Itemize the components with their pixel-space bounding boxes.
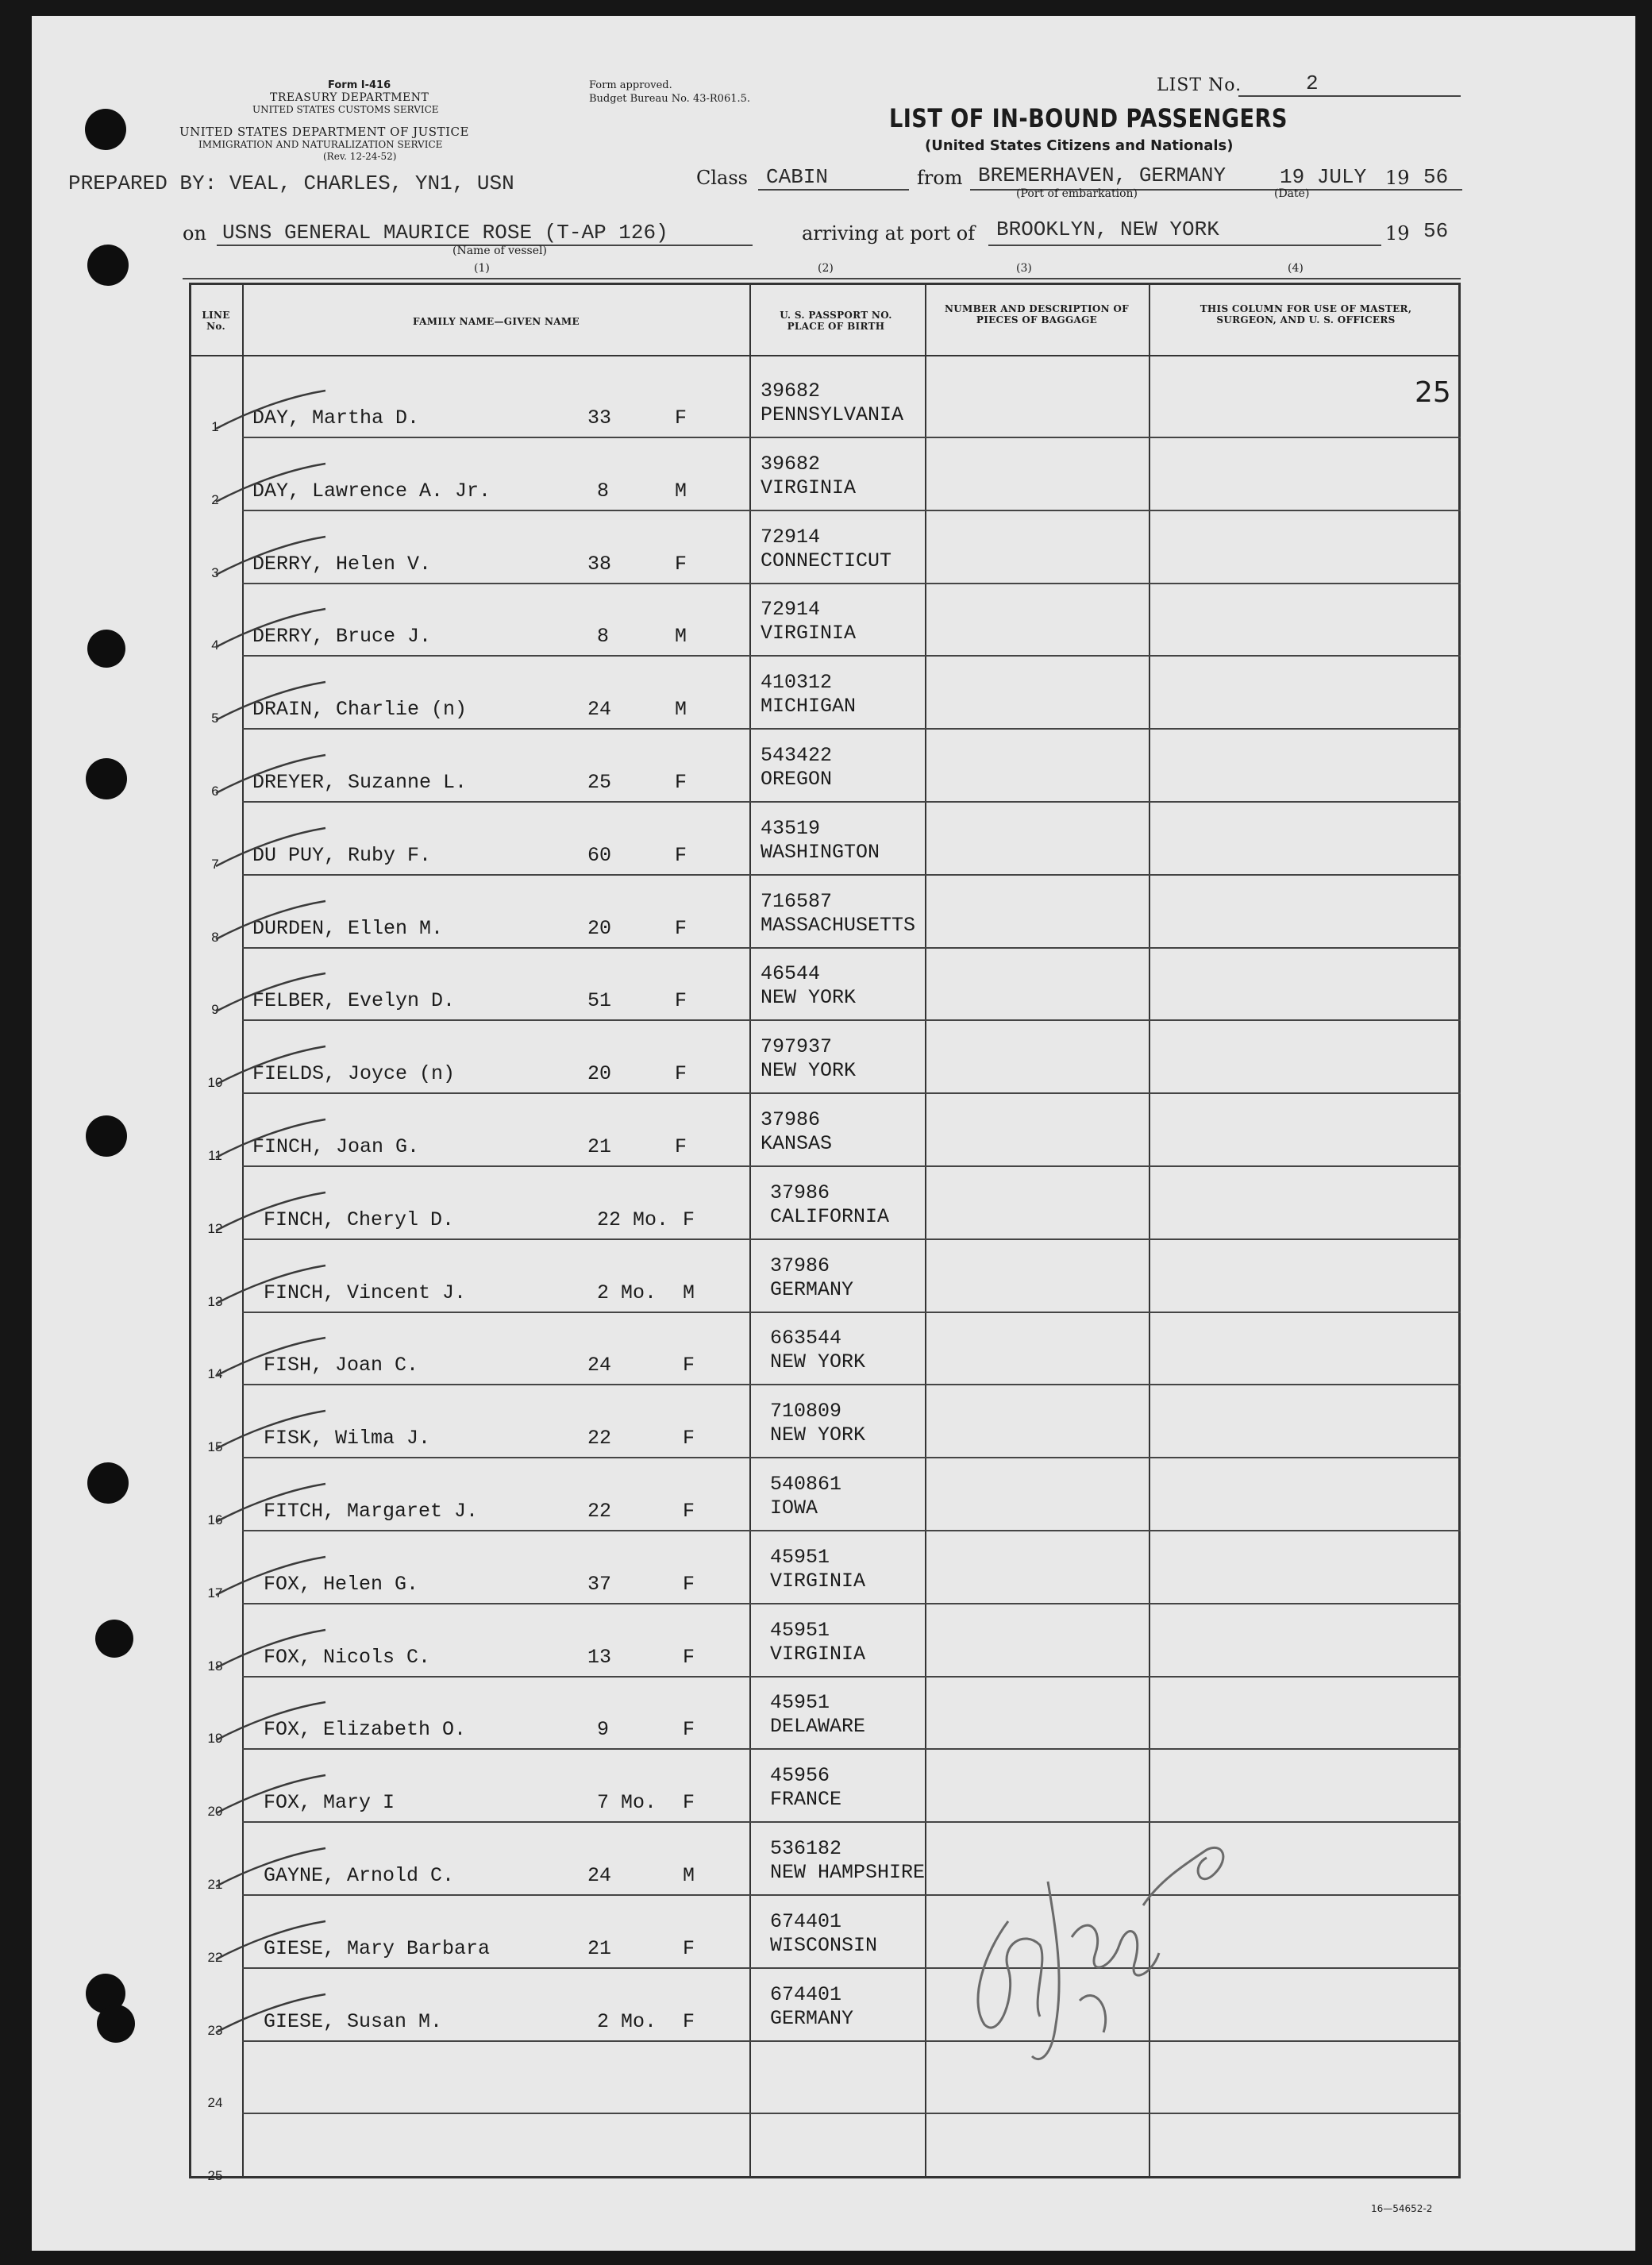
line-number: 4 <box>211 638 219 653</box>
passenger-name: FINCH, Vincent J. <box>264 1281 467 1304</box>
form-subtitle: (United States Citizens and Nationals) <box>925 137 1234 154</box>
place-of-birth: OREGON <box>761 768 833 791</box>
row-rule <box>242 1530 1461 1531</box>
line-number: 13 <box>207 1294 223 1309</box>
embarkation-caption: (Port of embarkation) <box>1016 187 1138 200</box>
passport-number: 37986 <box>770 1254 830 1277</box>
vessel-caption: (Name of vessel) <box>452 245 547 257</box>
place-of-birth: VIRGINIA <box>761 476 857 499</box>
passenger-sex: F <box>675 1062 687 1085</box>
passport-number: 543422 <box>761 744 833 767</box>
passenger-sex: M <box>683 1864 695 1887</box>
passport-number: 39682 <box>761 379 821 403</box>
arrival-year-prefix: 19 <box>1385 222 1410 245</box>
header-baggage: NUMBER AND DESCRIPTION OF PIECES OF BAGGAGE <box>944 303 1129 325</box>
row-rule <box>242 1748 1461 1750</box>
dept-immigration: IMMIGRATION AND NATURALIZATION SERVICE <box>198 139 443 150</box>
passenger-sex: F <box>683 1937 695 1960</box>
passenger-age: 7 Mo. <box>597 1791 657 1814</box>
place-of-birth: VIRGINIA <box>770 1570 866 1593</box>
line-number: 22 <box>207 1950 223 1965</box>
header-passport: U. S. PASSPORT NO. PLACE OF BIRTH <box>780 310 892 332</box>
place-of-birth: KANSAS <box>761 1132 833 1155</box>
class-line <box>758 189 909 191</box>
place-of-birth: FRANCE <box>770 1788 842 1811</box>
passenger-sex: F <box>683 1427 695 1450</box>
passenger-age: 8 <box>597 480 610 503</box>
handwritten-signature <box>953 1818 1254 2072</box>
row-rule <box>242 1457 1461 1458</box>
line-number: 15 <box>207 1439 223 1454</box>
arrival-port: BROOKLYN, NEW YORK <box>996 218 1219 241</box>
from-label: from <box>917 167 963 189</box>
line-number: 17 <box>207 1585 223 1601</box>
place-of-birth: CALIFORNIA <box>770 1205 890 1228</box>
passport-number: 663544 <box>770 1327 842 1350</box>
passenger-age: 9 <box>597 1718 610 1741</box>
passenger-name: DERRY, Bruce J. <box>252 625 432 648</box>
passport-number: 540861 <box>770 1473 842 1496</box>
punch-hole <box>97 2005 135 2043</box>
table-header-rule <box>189 355 1461 356</box>
row-rule <box>242 510 1461 511</box>
passenger-name: DAY, Lawrence A. Jr. <box>252 480 491 503</box>
passenger-age: 24 <box>587 1864 612 1887</box>
passenger-age: 20 <box>587 1062 612 1085</box>
check-mark <box>214 389 333 437</box>
place-of-birth: VIRGINIA <box>770 1643 866 1666</box>
passenger-age: 21 <box>587 1135 612 1158</box>
list-no-label: LIST No. <box>1157 75 1242 95</box>
form-approved: Form approved. <box>589 79 672 91</box>
place-of-birth: GERMANY <box>770 2007 854 2030</box>
line-number: 1 <box>211 419 219 434</box>
row-rule <box>242 1603 1461 1604</box>
passport-number: 716587 <box>761 890 833 913</box>
passenger-sex: F <box>675 844 687 867</box>
passenger-sex: F <box>683 1646 695 1669</box>
punch-hole <box>87 1462 129 1504</box>
passport-number: 710809 <box>770 1400 842 1423</box>
passenger-name: FOX, Helen G. <box>264 1573 419 1596</box>
place-of-birth: NEW YORK <box>761 986 857 1009</box>
col-number-1: (1) <box>474 262 490 275</box>
passenger-sex: F <box>683 1718 695 1741</box>
row-rule <box>242 1894 1461 1896</box>
passport-number: 410312 <box>761 671 833 694</box>
budget-bureau: Budget Bureau No. 43-R061.5. <box>589 93 751 105</box>
check-mark <box>214 1920 333 1967</box>
arrival-line <box>988 245 1381 246</box>
passenger-name: GIESE, Susan M. <box>264 2010 443 2033</box>
passport-number: 46544 <box>761 962 821 985</box>
list-no-line <box>1238 95 1461 97</box>
passenger-sex: F <box>683 1573 695 1596</box>
line-number: 6 <box>211 784 219 799</box>
row-rule <box>242 1092 1461 1094</box>
place-of-birth: IOWA <box>770 1497 818 1520</box>
passenger-age: 38 <box>587 553 612 576</box>
check-mark <box>214 680 333 728</box>
place-of-birth: PENNSYLVANIA <box>761 403 904 426</box>
header-family-name: FAMILY NAME—GIVEN NAME <box>413 316 580 327</box>
form-number: Form I-416 <box>328 79 391 91</box>
passenger-sex: F <box>675 917 687 940</box>
punch-hole <box>95 1620 133 1658</box>
header-line-no: LINE No. <box>202 310 230 332</box>
line-number: 11 <box>208 1148 222 1163</box>
passport-number: 45951 <box>770 1691 830 1714</box>
row-rule <box>242 1676 1461 1678</box>
place-of-birth: DELAWARE <box>770 1715 866 1738</box>
place-of-birth: WASHINGTON <box>761 841 880 864</box>
footer-code: 16—54652-2 <box>1371 2203 1433 2214</box>
passport-number: 72914 <box>761 598 821 621</box>
check-mark <box>214 899 333 947</box>
line-number: 23 <box>207 2023 223 2038</box>
check-mark <box>214 1118 333 1165</box>
passport-number: 43519 <box>761 817 821 840</box>
passenger-age: 20 <box>587 917 612 940</box>
line-number: 20 <box>207 1804 223 1819</box>
line-number: 16 <box>207 1512 223 1527</box>
col-number-4: (4) <box>1288 262 1304 275</box>
passenger-sex: F <box>683 1354 695 1377</box>
place-of-birth: MASSACHUSETTS <box>761 914 916 937</box>
check-mark <box>214 607 333 655</box>
dept-justice: UNITED STATES DEPARTMENT OF JUSTICE <box>179 125 469 139</box>
place-of-birth: NEW YORK <box>770 1423 866 1446</box>
place-of-birth: NEW HAMPSHIRE <box>770 1861 926 1884</box>
line-number: 14 <box>207 1366 223 1381</box>
check-mark <box>214 1774 333 1821</box>
punch-hole <box>86 758 127 799</box>
passenger-age: 24 <box>587 1354 612 1377</box>
passenger-age: 51 <box>587 989 612 1012</box>
arrival-year: 56 <box>1423 219 1449 243</box>
line-number: 8 <box>211 930 219 945</box>
passenger-name: FOX, Nicols C. <box>264 1646 431 1669</box>
passport-number: 674401 <box>770 1910 842 1933</box>
place-of-birth: CONNECTICUT <box>761 549 892 572</box>
passenger-sex: F <box>683 2010 695 2033</box>
punch-hole <box>87 245 129 286</box>
line-number: 3 <box>211 565 219 580</box>
dept-customs: UNITED STATES CUSTOMS SERVICE <box>252 104 439 115</box>
line-number: 9 <box>211 1002 219 1017</box>
check-mark <box>214 1045 333 1092</box>
passenger-sex: M <box>675 625 687 648</box>
passenger-name: DU PUY, Ruby F. <box>252 844 432 867</box>
passenger-name: FISH, Joan C. <box>264 1354 419 1377</box>
passport-number: 45956 <box>770 1764 830 1787</box>
passenger-name: FIELDS, Joyce (n) <box>252 1062 456 1085</box>
passport-number: 37986 <box>770 1181 830 1204</box>
place-of-birth: GERMANY <box>770 1278 854 1301</box>
passenger-name: FOX, Mary I <box>264 1791 395 1814</box>
passenger-age: 22 <box>587 1427 612 1450</box>
passport-number: 39682 <box>761 453 821 476</box>
passport-number: 797937 <box>761 1035 833 1058</box>
row-rule <box>242 1821 1461 1823</box>
header-rule <box>183 278 1461 279</box>
date-year-prefix: 19 <box>1385 167 1410 189</box>
place-of-birth: MICHIGAN <box>761 695 857 718</box>
date-caption: (Date) <box>1274 187 1310 200</box>
prepared-by: PREPARED BY: VEAL, CHARLES, YN1, USN <box>68 171 514 195</box>
header-officers: THIS COLUMN FOR USE OF MASTER, SURGEON, AND U. S. OFFICERS <box>1200 303 1412 325</box>
passenger-sex: F <box>683 1791 695 1814</box>
check-mark <box>214 1191 333 1238</box>
passenger-sex: F <box>683 1500 695 1523</box>
line-number: 12 <box>207 1221 223 1236</box>
check-mark <box>214 1628 333 1676</box>
passenger-age: 22 <box>587 1500 612 1523</box>
passenger-age: 24 <box>587 698 612 721</box>
line-number: 24 <box>207 2095 223 2110</box>
embarkation-date: 19 JULY <box>1280 165 1367 189</box>
embarkation-port: BREMERHAVEN, GERMANY <box>978 164 1226 187</box>
line-number: 25 <box>207 2168 223 2183</box>
line-number: 21 <box>207 1877 223 1892</box>
passenger-name: FISK, Wilma J. <box>264 1427 431 1450</box>
passenger-sex: F <box>675 553 687 576</box>
place-of-birth: WISCONSIN <box>770 1934 878 1957</box>
punch-hole <box>87 630 125 668</box>
passport-number: 674401 <box>770 1983 842 2006</box>
check-mark <box>214 1701 333 1748</box>
row-rule <box>242 874 1461 876</box>
passport-number: 72914 <box>761 526 821 549</box>
passenger-name: GAYNE, Arnold C. <box>264 1864 455 1887</box>
place-of-birth: NEW YORK <box>761 1059 857 1082</box>
line-number: 7 <box>211 857 219 872</box>
passenger-sex: F <box>683 1208 695 1231</box>
list-no-value: 2 <box>1306 71 1319 95</box>
passenger-age: 2 Mo. <box>597 1281 657 1304</box>
row-rule <box>242 1238 1461 1240</box>
check-mark <box>214 1847 333 1894</box>
check-mark <box>214 462 333 510</box>
punch-hole <box>86 1115 127 1157</box>
class-value: CABIN <box>766 165 829 189</box>
passenger-name: FINCH, Cheryl D. <box>264 1208 455 1231</box>
check-mark <box>214 1409 333 1457</box>
passenger-age: 37 <box>587 1573 612 1596</box>
check-mark <box>214 1264 333 1312</box>
class-label: Class <box>696 167 748 189</box>
passenger-sex: M <box>675 480 687 503</box>
row-rule <box>242 947 1461 949</box>
place-of-birth: VIRGINIA <box>761 622 857 645</box>
passenger-name: FITCH, Margaret J. <box>264 1500 479 1523</box>
officer-note: 25 <box>1415 376 1451 409</box>
passenger-sex: F <box>675 989 687 1012</box>
col-number-3: (3) <box>1016 262 1032 275</box>
row-rule <box>242 1384 1461 1385</box>
check-mark <box>214 1336 333 1384</box>
form-title: LIST OF IN-BOUND PASSENGERS <box>889 103 1288 133</box>
line-number: 19 <box>207 1731 223 1746</box>
passenger-sex: F <box>675 771 687 794</box>
row-rule <box>242 437 1461 438</box>
col-number-2: (2) <box>818 262 834 275</box>
row-rule <box>242 655 1461 657</box>
check-mark <box>214 826 333 874</box>
date-year: 56 <box>1423 165 1449 189</box>
vessel-name: USNS GENERAL MAURICE ROSE (T-AP 126) <box>222 221 668 245</box>
row-rule <box>242 2040 1461 2042</box>
passenger-name: FOX, Elizabeth O. <box>264 1718 467 1741</box>
passenger-sex: F <box>675 1135 687 1158</box>
row-rule <box>242 583 1461 584</box>
row-rule <box>242 728 1461 730</box>
passenger-name: FELBER, Evelyn D. <box>252 989 456 1012</box>
check-mark <box>214 1482 333 1530</box>
passenger-sex: M <box>683 1281 695 1304</box>
line-number: 5 <box>211 711 219 726</box>
form-revision: (Rev. 12-24-52) <box>323 151 397 162</box>
passenger-sex: M <box>675 698 687 721</box>
passenger-age: 13 <box>587 1646 612 1669</box>
passenger-age: 33 <box>587 406 612 430</box>
passenger-name: FINCH, Joan G. <box>252 1135 420 1158</box>
row-rule <box>242 2113 1461 2114</box>
passenger-name: DAY, Martha D. <box>252 406 420 430</box>
passport-number: 37986 <box>761 1108 821 1131</box>
on-label: on <box>183 222 206 245</box>
check-mark <box>214 753 333 801</box>
passenger-name: DERRY, Helen V. <box>252 553 432 576</box>
check-mark <box>214 1555 333 1603</box>
passenger-name: DRAIN, Charlie (n) <box>252 698 468 721</box>
passenger-age: 2 Mo. <box>597 2010 657 2033</box>
check-mark <box>214 1993 333 2040</box>
passenger-name: GIESE, Mary Barbara <box>264 1937 491 1960</box>
check-mark <box>214 972 333 1019</box>
passenger-name: DREYER, Suzanne L. <box>252 771 468 794</box>
check-mark <box>214 535 333 583</box>
row-rule <box>242 1165 1461 1167</box>
line-number: 18 <box>207 1658 223 1674</box>
row-rule <box>242 1312 1461 1313</box>
row-rule <box>242 801 1461 803</box>
dept-treasury: TREASURY DEPARTMENT <box>270 91 429 104</box>
punch-hole <box>85 109 126 150</box>
passport-number: 45951 <box>770 1619 830 1642</box>
place-of-birth: NEW YORK <box>770 1350 866 1373</box>
row-rule <box>242 1967 1461 1969</box>
passport-number: 45951 <box>770 1546 830 1569</box>
passenger-sex: F <box>675 406 687 430</box>
arriving-label: arriving at port of <box>802 222 976 245</box>
passenger-age: 22 Mo. <box>597 1208 669 1231</box>
passenger-age: 8 <box>597 625 610 648</box>
passenger-age: 21 <box>587 1937 612 1960</box>
line-number: 10 <box>207 1075 223 1090</box>
line-number: 2 <box>211 492 219 507</box>
passenger-age: 25 <box>587 771 612 794</box>
passport-number: 536182 <box>770 1837 842 1860</box>
passenger-age: 60 <box>587 844 612 867</box>
passenger-name: DURDEN, Ellen M. <box>252 917 444 940</box>
row-rule <box>242 1019 1461 1021</box>
